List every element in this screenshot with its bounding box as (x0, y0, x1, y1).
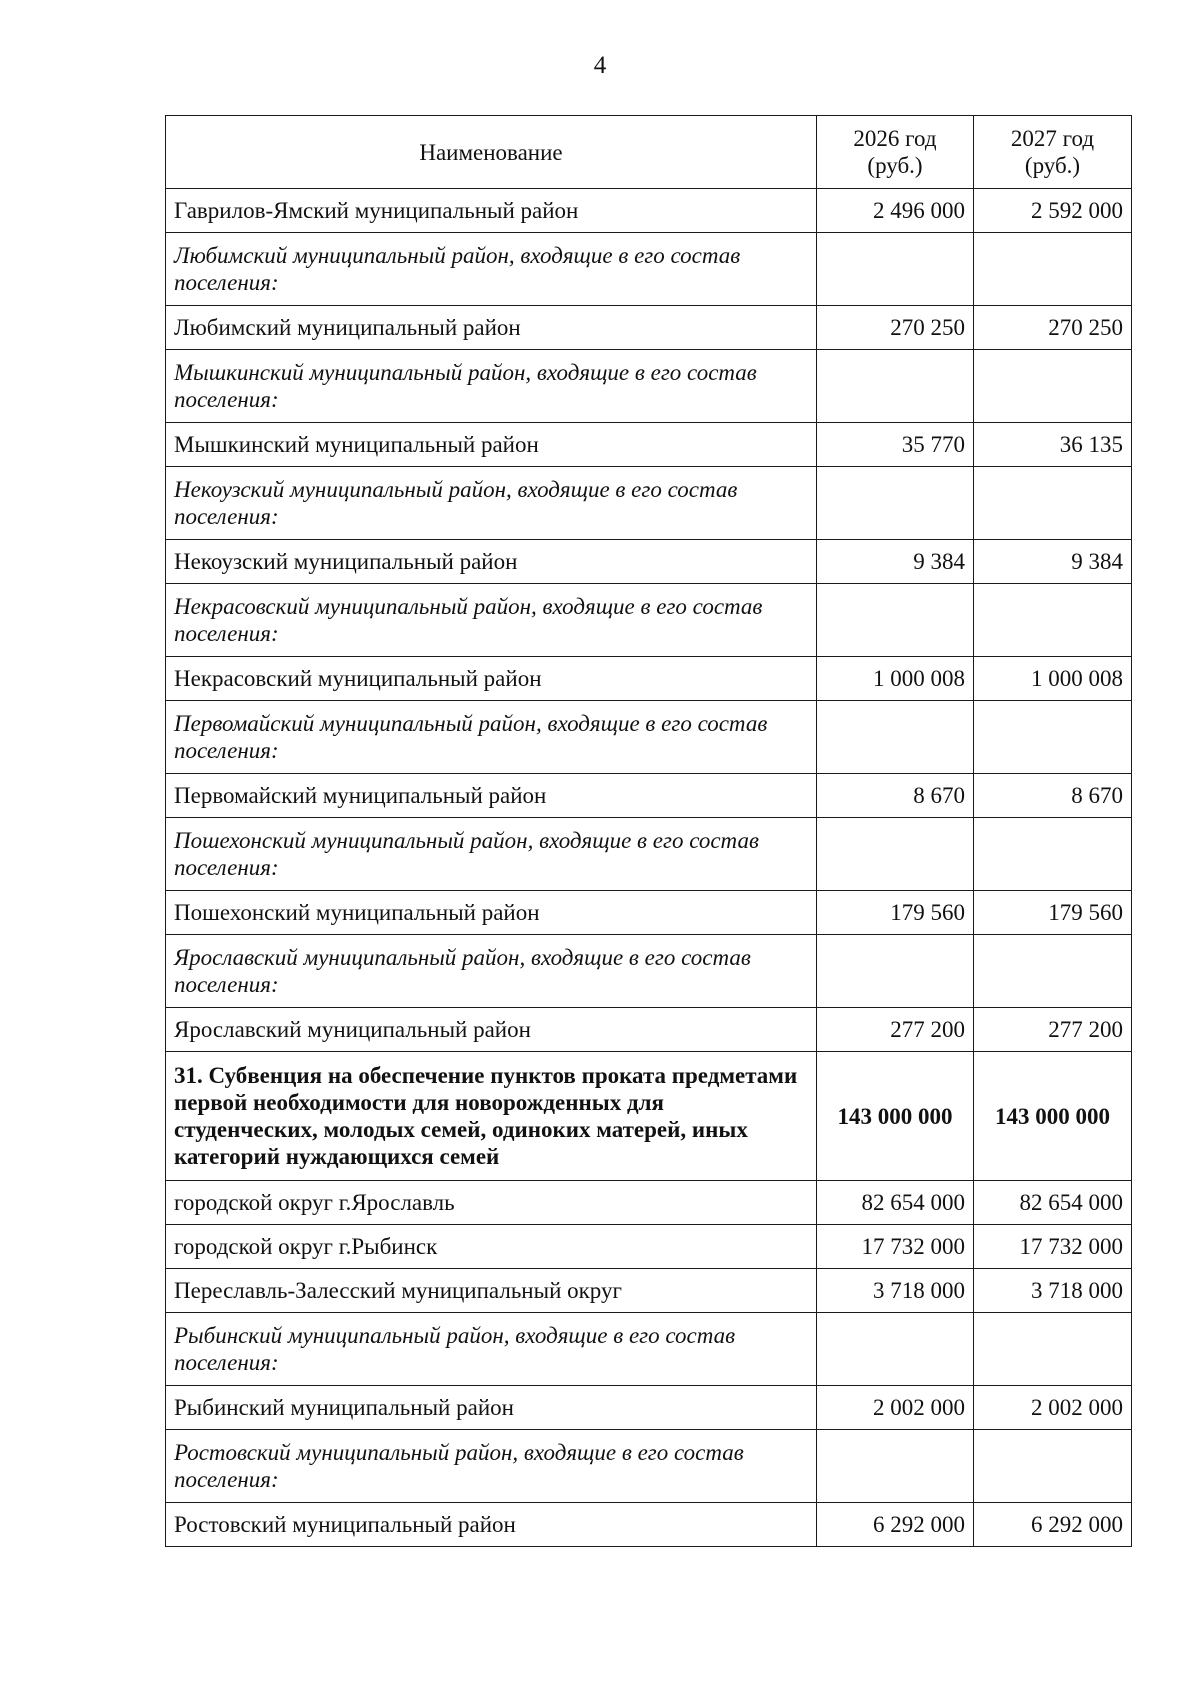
row-value-2026: 35 770 (817, 423, 974, 467)
row-value-2026 (817, 584, 974, 657)
row-value-2027: 36 135 (974, 423, 1132, 467)
table-row (166, 1503, 1132, 1547)
row-value-2026 (817, 1313, 974, 1386)
section-title: 31. Субвенция на обеспечение пунктов проката предметами первой необходимости для новорожденных для студенческих, молодых семей, одиноких матерей, иных категорий нуждающихся семей (166, 1052, 817, 1181)
row-value-2026 (817, 467, 974, 540)
row-value-2026: 6 292 000 (817, 1503, 974, 1547)
row-name: Ярославский муниципальный район, входящие в его состав поселения: (166, 935, 817, 1008)
row-value-2026: 277 200 (817, 1008, 974, 1052)
column-header-2027 (974, 116, 1132, 189)
row-name: Первомайский муниципальный район, входящие в его состав поселения: (166, 701, 817, 774)
row-value-2026: 3 718 000 (817, 1269, 974, 1313)
section-total-2026: 143 000 000 (817, 1052, 974, 1181)
column-header-2027-year: 2027 год (1010, 126, 1095, 151)
column-header-name: Наименование (166, 116, 817, 189)
row-value-2027: 3 718 000 (974, 1269, 1132, 1313)
table-row-group-heading (166, 467, 1132, 540)
row-value-2027 (974, 935, 1132, 1008)
row-name: Пошехонский муниципальный район (166, 891, 817, 935)
row-name: Мышкинский муниципальный район (166, 423, 817, 467)
row-name: Мышкинский муниципальный район, входящие в его состав поселения: (166, 350, 817, 423)
table-row (166, 1386, 1132, 1430)
table-row-group-heading (166, 701, 1132, 774)
row-value-2027 (974, 350, 1132, 423)
row-value-2027: 17 732 000 (974, 1225, 1132, 1269)
row-value-2027 (974, 1430, 1132, 1503)
row-value-2026: 1 000 008 (817, 657, 974, 701)
row-name: Ростовский муниципальный район, входящие в его состав поселения: (166, 1430, 817, 1503)
row-value-2027: 2 592 000 (974, 189, 1132, 233)
table-row (166, 540, 1132, 584)
row-value-2026 (817, 701, 974, 774)
row-value-2026: 270 250 (817, 306, 974, 350)
table-row (166, 189, 1132, 233)
row-value-2027: 179 560 (974, 891, 1132, 935)
row-name: Некрасовский муниципальный район (166, 657, 817, 701)
row-value-2027 (974, 1313, 1132, 1386)
row-value-2027: 2 002 000 (974, 1386, 1132, 1430)
table-row (166, 774, 1132, 818)
column-header-2026-year: 2026 год (853, 126, 937, 151)
row-name: Первомайский муниципальный район (166, 774, 817, 818)
row-name: Ростовский муниципальный район (166, 1503, 817, 1547)
row-value-2027: 8 670 (974, 774, 1132, 818)
row-value-2027 (974, 584, 1132, 657)
row-value-2027: 277 200 (974, 1008, 1132, 1052)
row-value-2027: 270 250 (974, 306, 1132, 350)
table-row-group-heading (166, 584, 1132, 657)
table-row-group-heading (166, 350, 1132, 423)
table-row (166, 1225, 1132, 1269)
page-number: 4 (593, 52, 607, 79)
table-header-row (166, 116, 1132, 189)
budget-table (165, 115, 1132, 1547)
row-value-2027: 9 384 (974, 540, 1132, 584)
row-value-2027 (974, 467, 1132, 540)
table-row (166, 657, 1132, 701)
row-value-2026: 2 002 000 (817, 1386, 974, 1430)
table-row (166, 1008, 1132, 1052)
row-value-2026 (817, 935, 974, 1008)
section-total-2027: 143 000 000 (974, 1052, 1132, 1181)
table-row-group-heading (166, 1430, 1132, 1503)
row-name: Любимский муниципальный район, входящие в его состав поселения: (166, 233, 817, 306)
row-value-2026: 2 496 000 (817, 189, 974, 233)
row-value-2026 (817, 1430, 974, 1503)
row-value-2026: 17 732 000 (817, 1225, 974, 1269)
table-row (166, 1269, 1132, 1313)
row-value-2027: 1 000 008 (974, 657, 1132, 701)
row-name: Переславль-Залесский муниципальный округ (166, 1269, 817, 1313)
row-value-2027: 82 654 000 (974, 1181, 1132, 1225)
row-value-2026 (817, 818, 974, 891)
row-value-2026 (817, 350, 974, 423)
table-row (166, 423, 1132, 467)
column-header-2026 (817, 116, 974, 189)
row-name: городской округ г.Рыбинск (166, 1225, 817, 1269)
table-row (166, 306, 1132, 350)
column-header-2027-unit: (руб.) (1024, 153, 1081, 178)
row-name: Любимский муниципальный район (166, 306, 817, 350)
row-value-2026 (817, 233, 974, 306)
row-name: городской округ г.Ярославль (166, 1181, 817, 1225)
table-row-group-heading (166, 935, 1132, 1008)
table-row (166, 891, 1132, 935)
table-row-section-total (166, 1052, 1132, 1181)
row-name: Гаврилов-Ямский муниципальный район (166, 189, 817, 233)
row-name: Рыбинский муниципальный район, входящие в его состав поселения: (166, 1313, 817, 1386)
column-header-2026-unit: (руб.) (867, 153, 923, 178)
row-name: Рыбинский муниципальный район (166, 1386, 817, 1430)
row-value-2026: 8 670 (817, 774, 974, 818)
table-row-group-heading (166, 233, 1132, 306)
row-name: Пошехонский муниципальный район, входящие в его состав поселения: (166, 818, 817, 891)
row-value-2026: 179 560 (817, 891, 974, 935)
table-row (166, 1181, 1132, 1225)
table-row-group-heading (166, 1313, 1132, 1386)
row-value-2027 (974, 818, 1132, 891)
row-name: Некрасовский муниципальный район, входящие в его состав поселения: (166, 584, 817, 657)
row-value-2027 (974, 233, 1132, 306)
row-name: Ярославский муниципальный район (166, 1008, 817, 1052)
row-value-2026: 82 654 000 (817, 1181, 974, 1225)
table-row-group-heading (166, 818, 1132, 891)
row-name: Некоузский муниципальный район (166, 540, 817, 584)
row-name: Некоузский муниципальный район, входящие в его состав поселения: (166, 467, 817, 540)
row-value-2027 (974, 701, 1132, 774)
row-value-2026: 9 384 (817, 540, 974, 584)
row-value-2027: 6 292 000 (974, 1503, 1132, 1547)
